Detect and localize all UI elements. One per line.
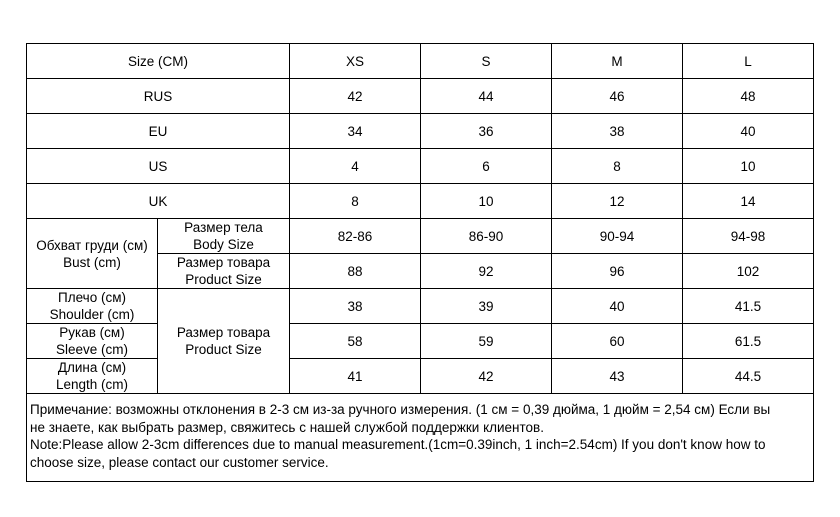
table-cell: 38: [552, 114, 683, 149]
table-cell: 92: [421, 254, 552, 289]
size-s-header: S: [421, 44, 552, 79]
table-cell: 61.5: [683, 324, 814, 359]
table-cell: 8: [552, 149, 683, 184]
note-row: [27, 394, 814, 482]
table-cell: 8: [290, 184, 421, 219]
table-cell: 88: [290, 254, 421, 289]
table-cell: 96: [552, 254, 683, 289]
note-line-2: не знаете, как выбрать размер, свяжитесь с нашей службой поддержки клиентов.: [30, 419, 544, 435]
table-cell: 40: [683, 114, 814, 149]
table-cell: 59: [421, 324, 552, 359]
size-m-header: M: [552, 44, 683, 79]
length-label-en: Length (cm): [55, 377, 129, 392]
shoulder-label: [27, 289, 158, 324]
shoulder-label-ru: Плечо (см): [58, 290, 126, 305]
table-cell: 10: [421, 184, 552, 219]
size-xs-header: XS: [290, 44, 421, 79]
size-chart-table: [26, 43, 814, 482]
table-cell: 44: [421, 79, 552, 114]
bust-label: [27, 219, 158, 289]
row-label-rus: RUS: [27, 79, 290, 114]
size-l-header: L: [683, 44, 814, 79]
length-label-ru: Длина (см): [57, 360, 127, 375]
table-row-sleeve: [27, 324, 814, 359]
table-cell: 82-86: [290, 219, 421, 254]
table-cell: 58: [290, 324, 421, 359]
table-cell: 102: [683, 254, 814, 289]
row-label-uk: UK: [27, 184, 290, 219]
table-cell: 14: [683, 184, 814, 219]
product-size-label-ru: Размер товара: [176, 255, 271, 270]
body-size-label: [158, 219, 290, 254]
table-cell: 4: [290, 149, 421, 184]
table-cell: 41.5: [683, 289, 814, 324]
table-row-bust-body: [27, 219, 814, 254]
table-cell: 42: [421, 359, 552, 394]
product-size-label-en: Product Size: [185, 272, 262, 287]
table-row-eu: [27, 114, 814, 149]
bust-label-ru: Обхват груди (см): [36, 237, 148, 253]
header-size-label: Size (CM): [27, 44, 290, 79]
table-cell: 36: [421, 114, 552, 149]
table-cell: 42: [290, 79, 421, 114]
sleeve-label-en: Sleeve (cm): [55, 342, 128, 357]
row-label-eu: EU: [27, 114, 290, 149]
product-size-group-label: [158, 289, 290, 394]
table-cell: 34: [290, 114, 421, 149]
table-row-rus: [27, 79, 814, 114]
table-cell: 86-90: [421, 219, 552, 254]
row-label-us: US: [27, 149, 290, 184]
measurement-note: [27, 394, 814, 482]
note-line-1: Примечание: возможны отклонения в 2-3 см из-за ручного измерения. (1 см = 0,39 дюйма, 1 дюйм = 2,54 см) Если вы: [30, 402, 771, 417]
table-row-us: [27, 149, 814, 184]
sleeve-label: [27, 324, 158, 359]
table-cell: 12: [552, 184, 683, 219]
table-cell: 60: [552, 324, 683, 359]
table-cell: 48: [683, 79, 814, 114]
table-cell: 90-94: [552, 219, 683, 254]
body-size-label-ru: Размер тела: [184, 220, 263, 235]
note-line-3: Note:Please allow 2-3cm differences due to manual measurement.(1cm=0.39inch, 1 inch=2.54cm) If you don't know how to: [30, 437, 766, 452]
table-cell: 10: [683, 149, 814, 184]
table-cell: 39: [421, 289, 552, 324]
header-row: [27, 44, 814, 79]
note-line-4: choose size, please contact our customer service.: [30, 454, 329, 470]
product-group-label-ru: Размер товара: [176, 325, 271, 340]
table-cell: 41: [290, 359, 421, 394]
sleeve-label-ru: Рукав (см): [59, 325, 125, 340]
table-cell: 40: [552, 289, 683, 324]
table-row-length: [27, 359, 814, 394]
table-row-shoulder: [27, 289, 814, 324]
table-cell: 6: [421, 149, 552, 184]
table-cell: 43: [552, 359, 683, 394]
bust-label-en: Bust (cm): [63, 254, 121, 270]
table-cell: 94-98: [683, 219, 814, 254]
table-cell: 38: [290, 289, 421, 324]
table-row-uk: [27, 184, 814, 219]
body-size-label-en: Body Size: [193, 237, 254, 252]
product-group-label-en: Product Size: [185, 342, 262, 357]
shoulder-label-en: Shoulder (cm): [49, 307, 135, 322]
length-label: [27, 359, 158, 394]
table-cell: 46: [552, 79, 683, 114]
table-cell: 44.5: [683, 359, 814, 394]
product-size-label: [158, 254, 290, 289]
